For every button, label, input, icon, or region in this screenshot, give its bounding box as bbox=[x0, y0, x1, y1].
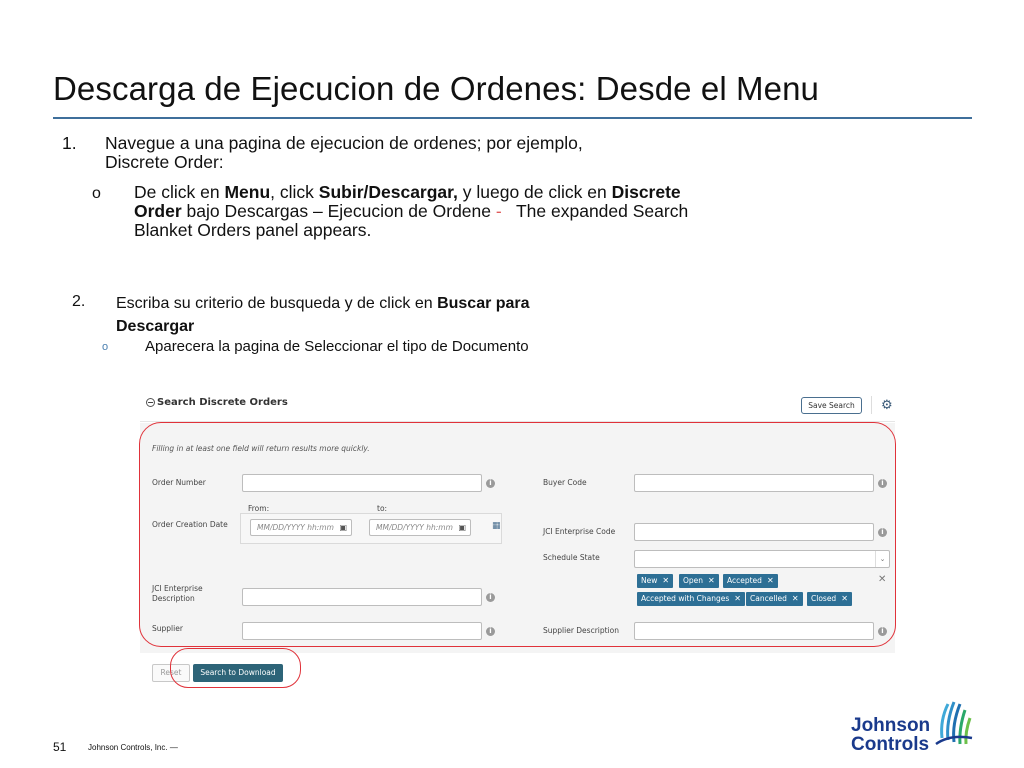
logo-text-line-1: Johnson bbox=[851, 715, 931, 736]
jci-enterprise-code-label: JCI Enterprise Code bbox=[543, 527, 616, 536]
logo-mark-icon bbox=[934, 698, 976, 754]
discrete-emphasis: Discrete bbox=[611, 182, 681, 202]
step-1-text bbox=[105, 134, 583, 172]
button-highlight-outline bbox=[170, 648, 301, 688]
sub-text-part: bajo Descargas – Ejecucion de Ordene bbox=[181, 201, 496, 221]
step-1-number: 1. bbox=[62, 133, 77, 153]
close-icon[interactable]: ✕ bbox=[662, 576, 670, 585]
sub-text-part: Blanket Orders panel appears. bbox=[134, 220, 372, 240]
step-1-sub-text bbox=[134, 183, 774, 240]
date-placeholder: MM/DD/YYYY hh:mm bbox=[257, 523, 334, 532]
info-icon[interactable]: i bbox=[878, 479, 887, 488]
step-2-part: Escriba su criterio de busqueda y de click en bbox=[116, 295, 438, 312]
tag-label: Closed bbox=[811, 594, 837, 603]
search-to-download-button[interactable]: Search to Download bbox=[193, 664, 283, 682]
step-1-line-1: Navegue a una pagina de ejecucion de ordenes; por ejemplo, bbox=[105, 133, 583, 153]
step-2-text bbox=[116, 292, 530, 338]
step-2-sub-text: Aparecera la pagina de Seleccionar el tipo de Documento bbox=[145, 338, 529, 355]
search-hint: Filling in at least one field will return results more quickly. bbox=[152, 444, 370, 453]
red-dash: - bbox=[495, 201, 502, 221]
tag-label: Accepted with Changes bbox=[641, 594, 730, 603]
form-highlight-outline bbox=[139, 422, 896, 647]
logo-text-line-2: Controls bbox=[851, 734, 930, 755]
info-icon[interactable]: i bbox=[486, 479, 495, 488]
collapse-icon[interactable]: − bbox=[147, 398, 154, 407]
reset-button[interactable]: Reset bbox=[152, 664, 190, 682]
order-number-label: Order Number bbox=[152, 478, 206, 487]
order-creation-date-label: Order Creation Date bbox=[152, 520, 228, 529]
download-emphasis: Descargar bbox=[116, 318, 195, 335]
clear-tags-icon[interactable]: ✕ bbox=[878, 574, 887, 585]
chevron-down-icon[interactable]: ⌄ bbox=[875, 551, 889, 567]
tag-label: Accepted bbox=[727, 576, 762, 585]
from-label: From: bbox=[248, 504, 270, 513]
panel-title-label: Search Discrete Orders bbox=[157, 397, 288, 408]
supplier-description-label: Supplier Description bbox=[543, 626, 619, 635]
step-2-number: 2. bbox=[72, 293, 86, 310]
gear-icon[interactable]: ⚙ bbox=[881, 398, 893, 413]
search-download-emphasis: Buscar para bbox=[437, 295, 530, 312]
label-line: JCI Enterprise bbox=[152, 584, 203, 593]
date-picker-icon[interactable]: ▦ bbox=[492, 521, 501, 531]
johnson-controls-logo bbox=[848, 698, 978, 756]
panel-title[interactable] bbox=[146, 397, 288, 408]
step-1-sub-bullet: o bbox=[92, 185, 101, 202]
tag-label: Open bbox=[683, 576, 704, 585]
footer-company: Johnson Controls, Inc. — bbox=[88, 743, 178, 752]
info-icon[interactable]: i bbox=[486, 627, 495, 636]
upload-download-emphasis: Subir/Descargar, bbox=[318, 182, 458, 202]
tag-label: New bbox=[641, 576, 658, 585]
buyer-code-label: Buyer Code bbox=[543, 478, 587, 487]
sub-text-part: De click en bbox=[134, 182, 225, 202]
close-icon[interactable]: ✕ bbox=[841, 594, 848, 603]
sub-text-part: y luego de click en bbox=[457, 182, 612, 202]
calendar-icon[interactable]: ▣ bbox=[339, 523, 347, 532]
calendar-icon[interactable]: ▣ bbox=[458, 523, 466, 532]
to-label: to: bbox=[377, 504, 388, 513]
order-emphasis: Order bbox=[134, 201, 182, 221]
info-icon[interactable]: i bbox=[486, 593, 495, 602]
tag-label: Cancelled bbox=[750, 594, 787, 603]
step-2-sub-bullet: o bbox=[102, 341, 109, 353]
close-icon[interactable]: ✕ bbox=[734, 594, 741, 603]
date-placeholder: MM/DD/YYYY hh:mm bbox=[376, 523, 453, 532]
close-icon[interactable]: ✕ bbox=[791, 594, 799, 603]
label-line: Description bbox=[152, 594, 195, 603]
supplier-label: Supplier bbox=[152, 624, 183, 633]
title-divider bbox=[53, 117, 972, 119]
close-icon[interactable]: ✕ bbox=[708, 576, 715, 585]
info-icon[interactable]: i bbox=[878, 528, 887, 537]
panel-header bbox=[140, 382, 895, 422]
close-icon[interactable]: ✕ bbox=[766, 576, 774, 585]
header-divider bbox=[871, 396, 872, 414]
slide-title: Descarga de Ejecucion de Ordenes: Desde el Menu bbox=[53, 70, 819, 107]
page-number: 51 bbox=[53, 740, 67, 754]
menu-emphasis: Menu bbox=[224, 182, 271, 202]
sub-text-part: The expanded Search bbox=[501, 201, 689, 221]
save-search-button[interactable]: Save Search bbox=[801, 397, 862, 414]
info-icon[interactable]: i bbox=[878, 627, 887, 636]
sub-text-part: , click bbox=[270, 182, 319, 202]
schedule-state-label: Schedule State bbox=[543, 553, 600, 562]
step-1-line-2: Discrete Order: bbox=[105, 152, 224, 172]
